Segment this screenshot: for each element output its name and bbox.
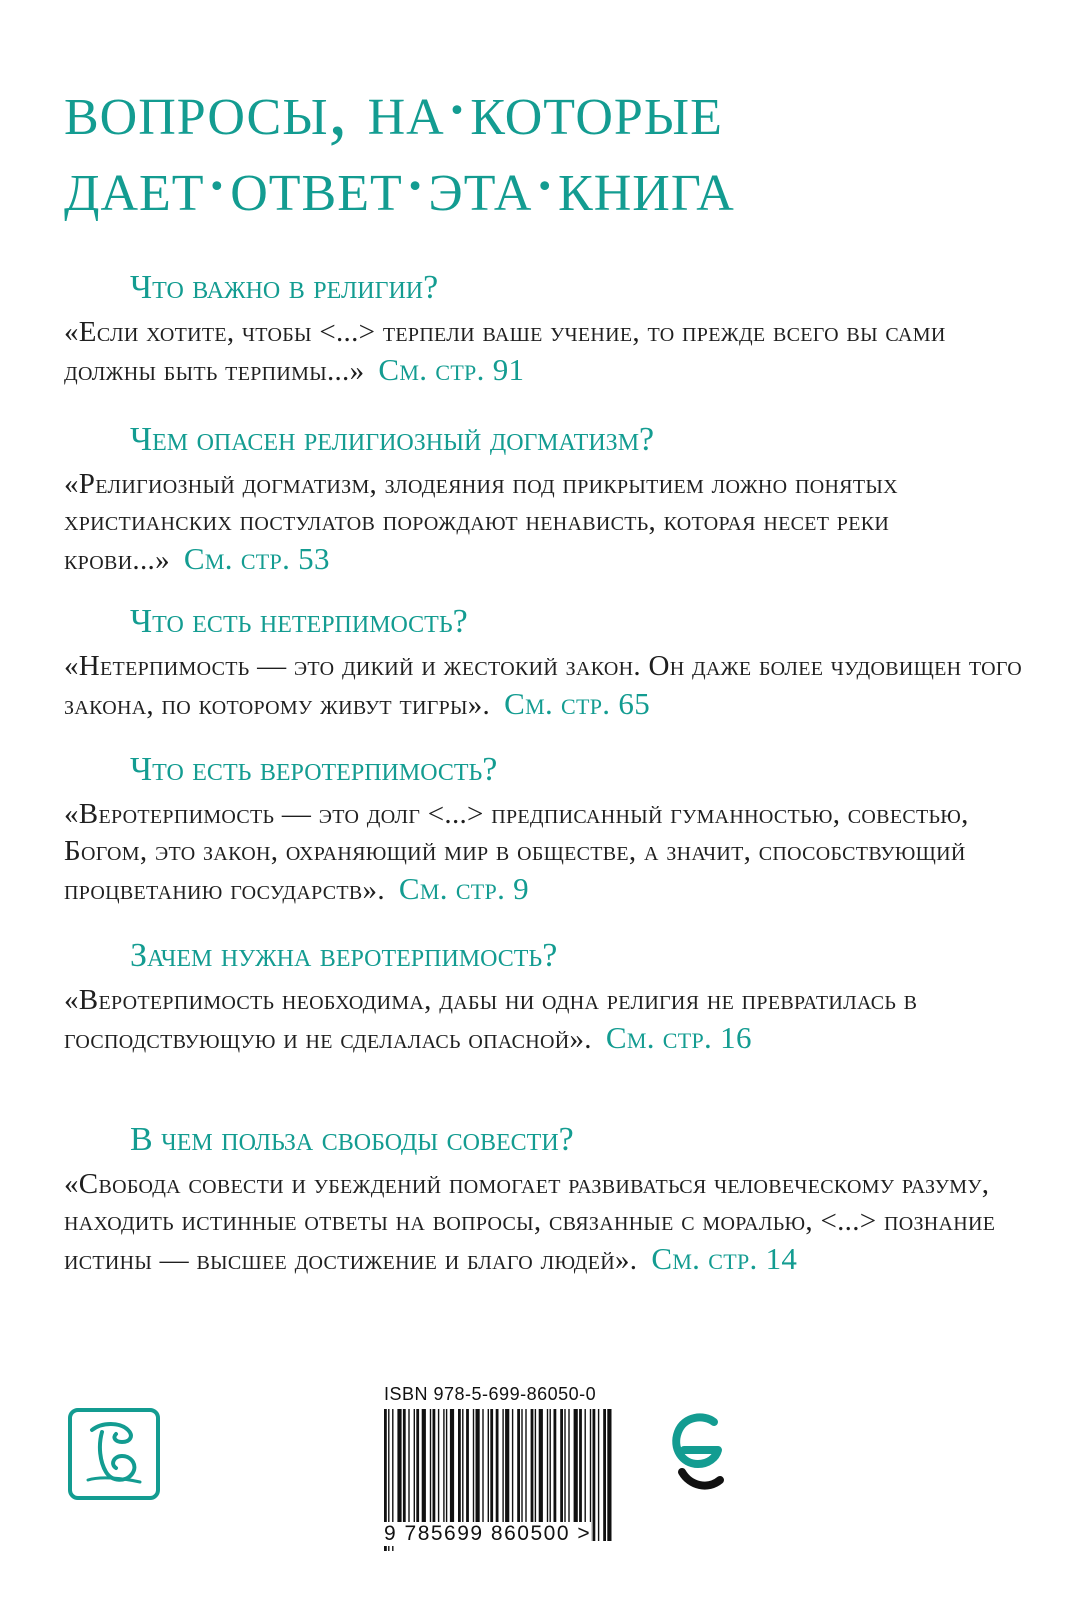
answer-text: «Веротерпимость необходима, дабы ни одна религия не превратилась в господствующую и не сделалась опасной». bbox=[64, 984, 918, 1055]
answer-text: «Веротерпимость — это долг <...> предписанный гуманностью, совестью, Богом, это закон, охраняющий мир в обществе, а значит, способствующий процветанию государств». bbox=[64, 798, 969, 906]
qa-item bbox=[64, 750, 1024, 909]
answer bbox=[64, 1166, 1024, 1279]
question: Что есть нетерпимость? bbox=[130, 603, 468, 640]
answer bbox=[64, 982, 1024, 1058]
title-line-2: дает·ответ·эта·книга bbox=[64, 145, 735, 227]
barcode-bar bbox=[607, 1409, 611, 1541]
series-logo-icon bbox=[68, 1408, 160, 1500]
title-line-1: вопросы, на·которые bbox=[64, 69, 723, 151]
barcode-bar bbox=[598, 1409, 599, 1541]
answer bbox=[64, 648, 1024, 724]
barcode-bar bbox=[593, 1409, 596, 1541]
answer bbox=[64, 466, 1024, 579]
qa-item bbox=[64, 268, 1024, 390]
question: Что важно в религии? bbox=[130, 269, 439, 306]
page-reference: См. стр. 14 bbox=[651, 1241, 798, 1276]
question: Чем опасен религиозный догматизм? bbox=[130, 421, 655, 458]
answer-text: «Религиозный догматизм, злодеяния под прикрытием ложно понятых христианских постулатов порождают ненависть, которая несет реки крови...» bbox=[64, 468, 898, 576]
page-reference: См. стр. 53 bbox=[183, 541, 330, 576]
answer bbox=[64, 796, 1024, 909]
answer-text: «Нетерпимость — это дикий и жестокий закон. Он даже более чудовищен того закона, по которому живут тигры». bbox=[64, 650, 1023, 721]
isbn-barcode bbox=[378, 1384, 646, 1559]
qa-item bbox=[64, 420, 1024, 579]
page-reference: См. стр. 16 bbox=[605, 1020, 752, 1055]
question: Зачем нужна веротерпимость? bbox=[130, 937, 558, 974]
answer-text: «Если хотите, чтобы <...> терпели ваше учение, то прежде всего вы сами должны быть терпимы...» bbox=[64, 316, 946, 387]
publisher-e-logo-icon bbox=[668, 1410, 726, 1507]
qa-item bbox=[64, 936, 1024, 1058]
page-reference: См. стр. 9 bbox=[398, 871, 529, 906]
answer-text: «Свобода совести и убеждений помогает развиваться человеческому разуму, находить истинные ответы на вопросы, связанные с моралью, <...> познание истины — высшее достижение и благо людей». bbox=[64, 1168, 996, 1276]
page-reference: См. стр. 91 bbox=[378, 352, 525, 387]
barcode-digits: 9 785699 860500 > bbox=[384, 1522, 592, 1545]
page-title bbox=[64, 69, 1024, 227]
answer bbox=[64, 314, 1024, 390]
qa-item bbox=[64, 602, 1024, 724]
barcode-bar bbox=[603, 1409, 606, 1541]
page-reference: См. стр. 65 bbox=[504, 686, 650, 721]
question: В чем польза свободы совести? bbox=[130, 1121, 574, 1158]
question: Что есть веротерпимость? bbox=[130, 751, 498, 788]
isbn-number: ISBN 978-5-699-86050-0 bbox=[384, 1384, 597, 1404]
qa-item bbox=[64, 1120, 1024, 1279]
